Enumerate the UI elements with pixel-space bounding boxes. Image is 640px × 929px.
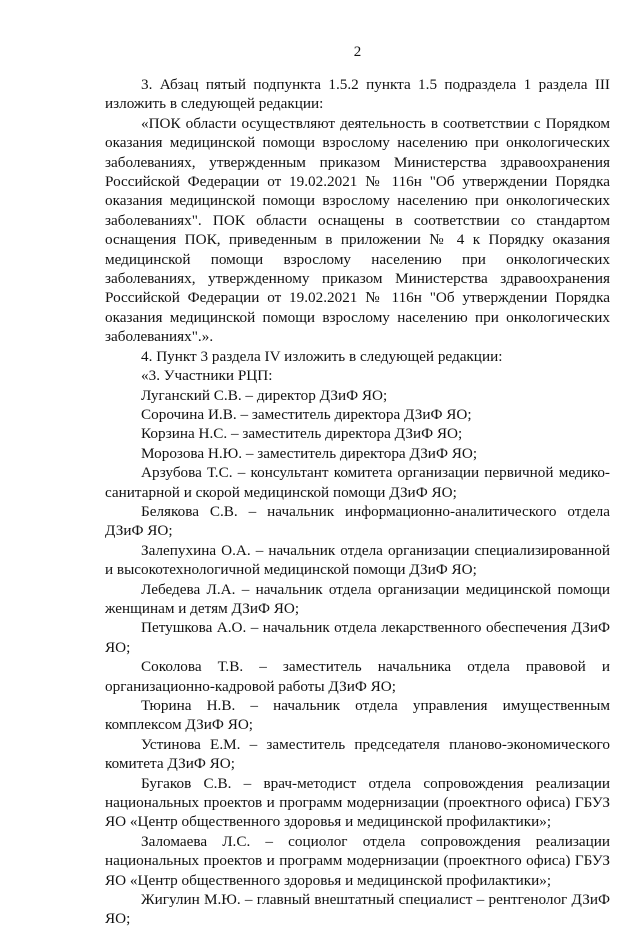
participant-line: Устинова Е.М. – заместитель председателя планово-экономического комитета ДЗиФ ЯО; — [105, 735, 610, 773]
participant-line: Луганский С.В. – директор ДЗиФ ЯО; — [141, 386, 388, 404]
participant-line: Жигулин М.Ю. – главный внештатный специалист – рентгенолог ДЗиФ ЯО; — [105, 891, 610, 928]
paragraph: «ПОК области осуществляют деятельность в соответствии с Порядком оказания медицинской помощи взрослому населению при онкологических заболеваниях, утвержденным приказом Министерства здравоохранения Российской Федерации от 19.02.2021 № 116н "Об утверждении Порядка оказания медицинской помощи взрослому населению при онкологических заболеваниях". ПОК области оснащены в соответствии со стандартом оснащения ПОК, приведенным в приложении № 4 к Порядку оказания медицинской помощи взрослому населению при онкологических заболеваниях, утвержденному приказом Министерства здравоохранения Российской Федерации от 19.02.2021 № 116н "Об утверждении Порядка оказания медицинской помощи взрослому населению при онкологических заболеваниях".». — [105, 114, 610, 346]
participant-line: Корзина Н.С. – заместитель директора ДЗиФ ЯО; — [141, 425, 463, 443]
paragraph: 3. Абзац пятый подпункта 1.5.2 пункта 1.5 подраздела 1 раздела III изложить в следующей редакции: — [105, 76, 610, 113]
participant-line: Заломаева Л.С. – социолог отдела сопровождения реализации национальных проектов и программ модернизации (проектного офиса) ГБУЗ ЯО «Центр общественного здоровья и медицинской профилактики»; — [105, 832, 610, 889]
participant-line: Морозова Н.Ю. – заместитель директора ДЗиФ ЯО; — [141, 444, 478, 462]
participant-line: Петушкова А.О. – начальник отдела лекарственного обеспечения ДЗиФ ЯО; — [105, 619, 610, 656]
participant-line: Сорочина И.В. – заместитель директора ДЗиФ ЯО; — [141, 405, 472, 423]
participant-line: Лебедева Л.А. – начальник отдела организации медицинской помощи женщинам и детям ДЗиФ ЯО; — [105, 580, 610, 617]
participant-line: Арзубова Т.С. – консультант комитета организации первичной медико-санитарной и скорой медицинской помощи ДЗиФ ЯО; — [105, 464, 610, 501]
page-number: 2 — [353, 44, 362, 60]
participant-line: Залепухина О.А. – начальник отдела организации специализированной и высокотехнологичной медицинской помощи ДЗиФ ЯО; — [105, 541, 610, 579]
document-body — [105, 75, 610, 929]
paragraph: «3. Участники РЦП: — [141, 367, 273, 385]
participant-line: Тюрина Н.В. – начальник отдела управления имущественным комплексом ДЗиФ ЯО; — [105, 697, 610, 734]
participant-line: Бугаков С.В. – врач-методист отдела сопровождения реализации национальных проектов и программ модернизации (проектного офиса) ГБУЗ ЯО «Центр общественного здоровья и медицинской профилактики»; — [105, 774, 610, 831]
paragraph: 4. Пункт 3 раздела IV изложить в следующей редакции: — [141, 347, 503, 365]
participant-line: Соколова Т.В. – заместитель начальника отдела правовой и организационно-кадровой работы ДЗиФ ЯО; — [105, 658, 610, 695]
participant-line: Белякова С.В. – начальник информационно-аналитического отдела ДЗиФ ЯО; — [105, 502, 610, 540]
